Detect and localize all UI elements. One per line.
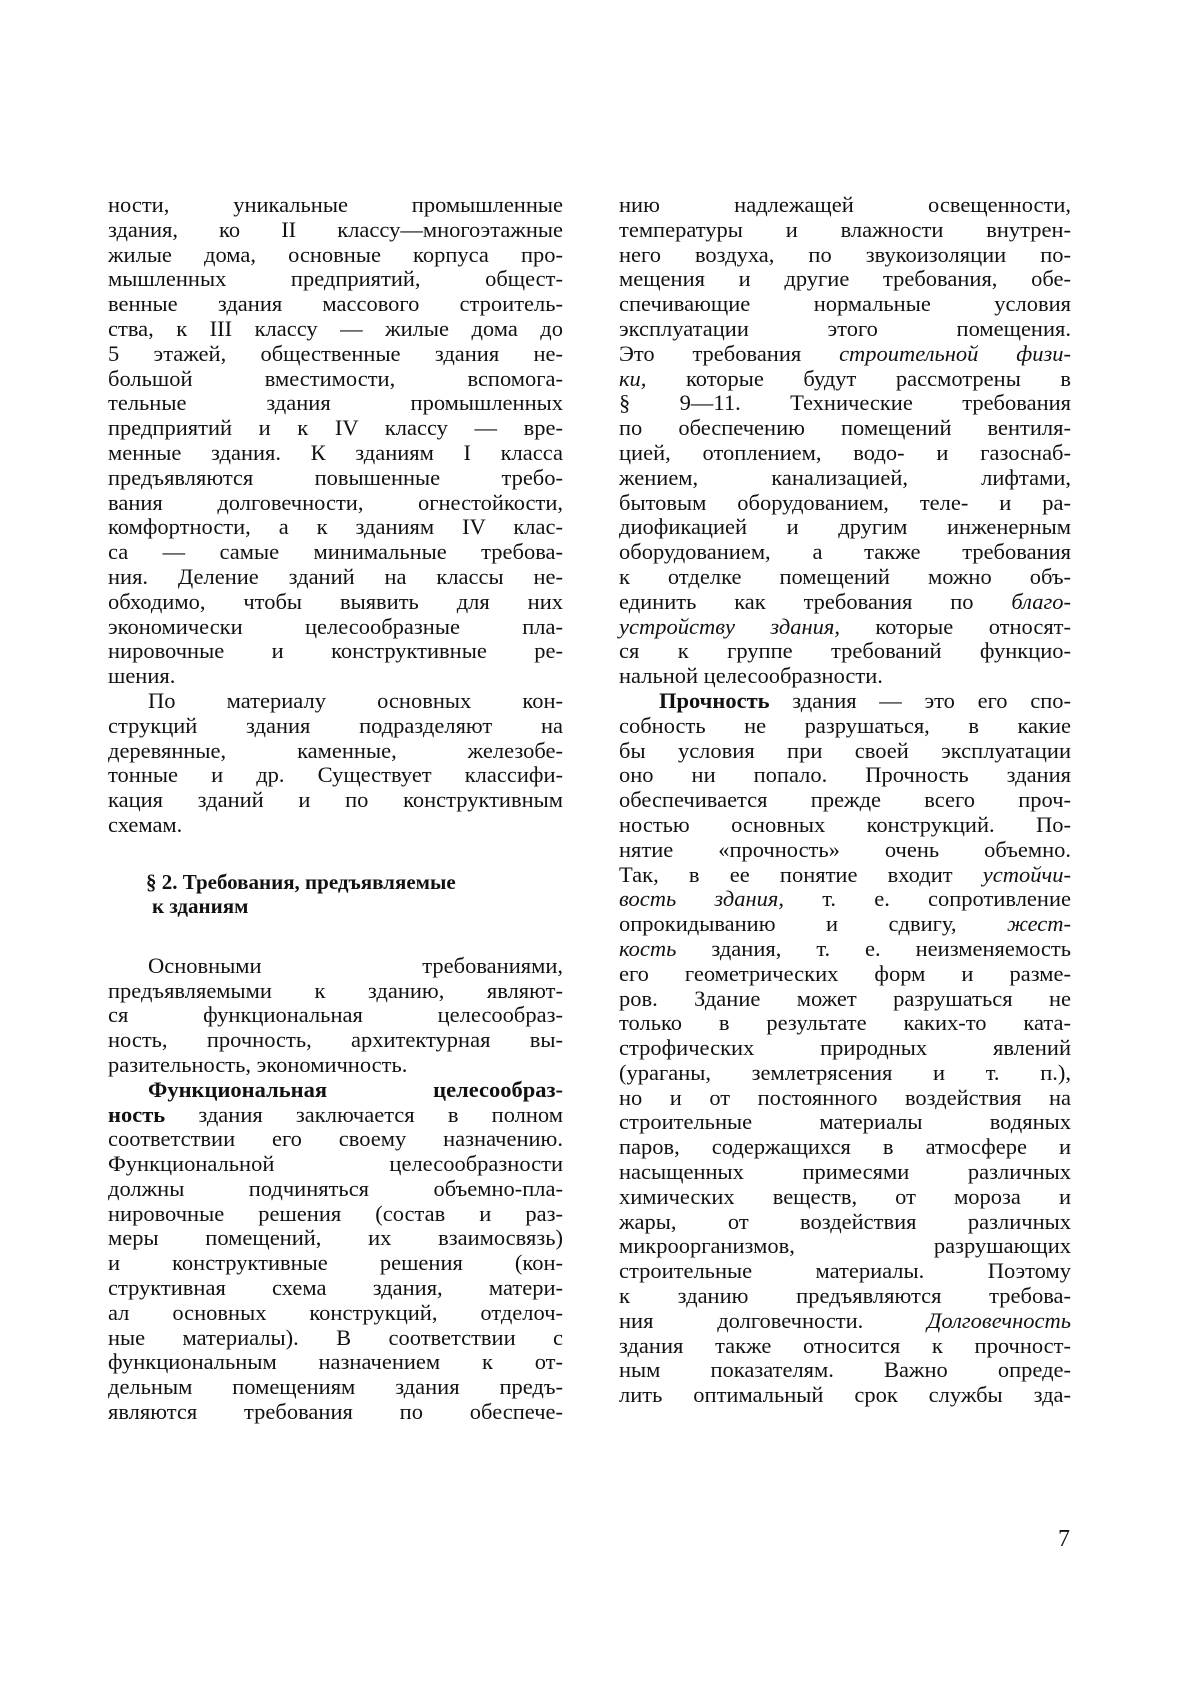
text-line: паров, содержащихся в атмосфере и xyxy=(619,1134,1071,1160)
text-line: венные здания массового строитель- xyxy=(108,291,563,317)
italic-term: устойчи- xyxy=(982,861,1071,887)
text-block xyxy=(619,962,1071,1309)
text-line: лить оптимальный срок службы зда- xyxy=(619,1382,1071,1408)
text-run: здания, т. е. неизменяемость xyxy=(676,935,1071,961)
text-run: опрокидыванию и сдвигу, xyxy=(619,911,1007,937)
text-line xyxy=(619,887,1071,912)
functional-second-line xyxy=(108,1103,563,1128)
text-line: структивная схема здания, матери- xyxy=(108,1275,563,1301)
text-line xyxy=(619,615,1071,640)
text-block xyxy=(619,391,1071,565)
paragraph-material-classification xyxy=(108,689,563,838)
text-line: По материалу основных кон- xyxy=(148,687,563,713)
text-line xyxy=(619,1309,1071,1334)
text-line: него воздуха, по звукоизоляции по- xyxy=(619,241,1071,267)
text-line: спечивающие нормальные условия xyxy=(619,291,1071,317)
text-run: Это требования xyxy=(619,340,840,366)
text-run: Так, в ее понятие входит xyxy=(619,861,983,887)
heading-line-1: § 2. Требования, предъявляемые xyxy=(146,869,456,894)
text-line: обеспечивается прежде всего проч- xyxy=(619,787,1071,813)
text-line xyxy=(619,367,1071,392)
text-line: здания также относится к прочност- xyxy=(619,1332,1071,1358)
text-line: температуры и влажности внутрен- xyxy=(619,216,1071,242)
text-line: нятие «прочность» очень объемно. xyxy=(619,836,1071,862)
text-line: мещения и другие требования, обе- xyxy=(619,266,1071,292)
left-column xyxy=(108,193,563,1425)
paragraph-continuation xyxy=(619,193,1071,342)
text-line: комфортности, а к зданиям IV клас- xyxy=(108,514,563,540)
italic-term: ки, xyxy=(619,365,647,391)
strength-term: Прочность xyxy=(659,687,770,713)
text-line: меры помещений, их взаимосвязь) xyxy=(108,1225,563,1251)
text-line: собность не разрушаться, в какие xyxy=(619,712,1071,738)
text-line: соответствии его своему назначению. xyxy=(108,1126,563,1152)
strength-first-line xyxy=(619,689,1071,714)
text-line: жилые дома, основные корпуса про- xyxy=(108,241,563,267)
text-line: 5 этажей, общественные здания не- xyxy=(108,340,563,366)
text-line: являются требования по обеспече- xyxy=(108,1399,563,1425)
text-line: схемам. xyxy=(108,811,183,837)
text-line: микроорганизмов, разрушающих xyxy=(619,1233,1071,1259)
functional-term: Функциональная целесообраз- xyxy=(148,1076,563,1102)
text-line: его геометрических форм и разме- xyxy=(619,960,1071,986)
text-line: ся функциональная целесообраз- xyxy=(108,1002,563,1028)
text-line: § 9—11. Технические требования xyxy=(619,390,1071,416)
text-line: большой вместимости, вспомога- xyxy=(108,365,563,391)
text-line: нировочные и конструктивные ре- xyxy=(108,638,563,664)
paragraph-strength xyxy=(619,714,1071,863)
text-line: (ураганы, землетрясения и т. п.), xyxy=(619,1059,1071,1085)
italic-term: благо- xyxy=(1011,588,1071,614)
text-line: ность, прочность, архитектурная вы- xyxy=(108,1027,563,1053)
italic-term: кость xyxy=(619,935,677,961)
text-line: кация зданий и по конструктивным xyxy=(108,787,563,813)
text-line: ния. Деление зданий на классы не- xyxy=(108,563,563,589)
text-line xyxy=(619,937,1071,962)
text-line: бытовым оборудованием, теле- и ра- xyxy=(619,489,1071,515)
text-line: должны подчиняться объемно-пла- xyxy=(108,1175,563,1201)
text-line: ностью основных конструкций. По- xyxy=(619,811,1071,837)
text-line: к зданию предъявляются требова- xyxy=(619,1283,1071,1309)
text-line: оно ни попало. Прочность здания xyxy=(619,762,1071,788)
page-number: 7 xyxy=(1058,1526,1070,1552)
text-line: ные материалы). В соответствии с xyxy=(108,1324,563,1350)
text-line: предъявляемыми к зданию, являют- xyxy=(108,977,563,1003)
text-line: здания, ко II классу—многоэтажные xyxy=(108,216,563,242)
text-block xyxy=(619,639,1071,689)
paragraph-main-requirements xyxy=(108,954,563,1078)
text-line xyxy=(619,590,1071,615)
heading-line-2: к зданиям xyxy=(152,893,249,918)
text-line: ности, уникальные промышленные xyxy=(108,192,563,217)
paragraph-functional-suitability xyxy=(108,1078,563,1425)
text-line: бы условия при своей эксплуатации xyxy=(619,737,1071,763)
text-block xyxy=(619,1334,1071,1408)
text-line: насыщенных примесями различных xyxy=(619,1159,1071,1185)
text-run: т. е. сопротивление xyxy=(784,886,1071,912)
text-line: менные здания. К зданиям I класса xyxy=(108,439,563,465)
text-line: жары, от воздействия различных xyxy=(619,1208,1071,1234)
text-line: только в результате каких-то ката- xyxy=(619,1010,1071,1036)
italic-term: устройству здания, xyxy=(619,613,840,639)
text-line: ся к группе требований функцио- xyxy=(619,638,1071,664)
italic-term: Долговечность xyxy=(927,1307,1071,1333)
paragraph-building-classes xyxy=(108,193,563,689)
text-line: ным показателям. Важно опреде- xyxy=(619,1357,1071,1383)
text-line xyxy=(619,863,1071,888)
text-run: которые будут рассмотрены в xyxy=(646,365,1071,391)
text-run: единить как требования по xyxy=(619,588,1012,614)
text-line: строительные материалы. Поэтому xyxy=(619,1258,1071,1284)
text-line: ров. Здание может разрушаться не xyxy=(619,985,1071,1011)
text-line: по обеспечению помещений вентиля- xyxy=(619,415,1071,441)
text-line: деревянные, каменные, железобе- xyxy=(108,737,563,763)
text-run: здания заключается в полном xyxy=(165,1101,563,1127)
text-line: Функциональной целесообразности xyxy=(108,1151,563,1177)
text-line: разительность, экономичность. xyxy=(108,1051,408,1077)
text-line: нальной целесообразности. xyxy=(619,663,883,689)
text-line: ства, к III классу — жилые дома до xyxy=(108,315,563,341)
text-run: которые относят- xyxy=(839,613,1071,639)
functional-term-end: ность xyxy=(108,1101,166,1127)
text-line: цией, отоплением, водо- и газоснаб- xyxy=(619,439,1071,465)
text-line: но и от постоянного воздействия на xyxy=(619,1084,1071,1110)
text-run: здания — это его спо- xyxy=(769,687,1071,713)
text-line: обходимо, чтобы выявить для них xyxy=(108,588,563,614)
text-line xyxy=(619,912,1071,937)
text-line: эксплуатации этого помещения. xyxy=(619,315,1071,341)
text-line: строительные материалы водяных xyxy=(619,1109,1071,1135)
text-line: предъявляются повышенные требо- xyxy=(108,464,563,490)
text-line: струкций здания подразделяют на xyxy=(108,712,563,738)
section-heading xyxy=(108,870,563,918)
functional-first-line xyxy=(108,1078,563,1103)
text-line: оборудованием, а также требования xyxy=(619,539,1071,565)
text-line: экономически целесообразные пла- xyxy=(108,613,563,639)
text-run: ния долговечности. xyxy=(619,1307,928,1333)
text-line: химических веществ, от мороза и xyxy=(619,1183,1071,1209)
text-line: диофикацией и другим инженерным xyxy=(619,514,1071,540)
text-line: ал основных конструкций, отделоч- xyxy=(108,1299,563,1325)
text-line: дельным помещениям здания предъ- xyxy=(108,1374,563,1400)
text-line xyxy=(619,342,1071,367)
right-column xyxy=(619,193,1071,1408)
text-line: вания долговечности, огнестойкости, xyxy=(108,489,563,515)
text-line: строфических природных явлений xyxy=(619,1035,1071,1061)
italic-term: вость здания, xyxy=(619,886,785,912)
italic-term: строительной физи- xyxy=(839,340,1071,366)
text-line: функциональным назначением к от- xyxy=(108,1349,563,1375)
text-line: предприятий и к IV классу — вре- xyxy=(108,415,563,441)
text-line: са — самые минимальные требова- xyxy=(108,539,563,565)
text-line: Основными требованиями, xyxy=(148,952,563,978)
text-line: мышленных предприятий, общест- xyxy=(108,266,563,292)
text-line: тонные и др. Существует классифи- xyxy=(108,762,563,788)
text-line: жением, канализацией, лифтами, xyxy=(619,464,1071,490)
text-line: тельные здания промышленных xyxy=(108,390,563,416)
text-line: и конструктивные решения (кон- xyxy=(108,1250,563,1276)
italic-term: жест- xyxy=(1006,911,1071,937)
text-line: нировочные решения (состав и раз- xyxy=(108,1200,563,1226)
text-line: к отделке помещений можно объ- xyxy=(619,563,1071,589)
text-line: шения. xyxy=(108,663,176,689)
text-line: нию надлежащей освещенности, xyxy=(619,192,1071,217)
